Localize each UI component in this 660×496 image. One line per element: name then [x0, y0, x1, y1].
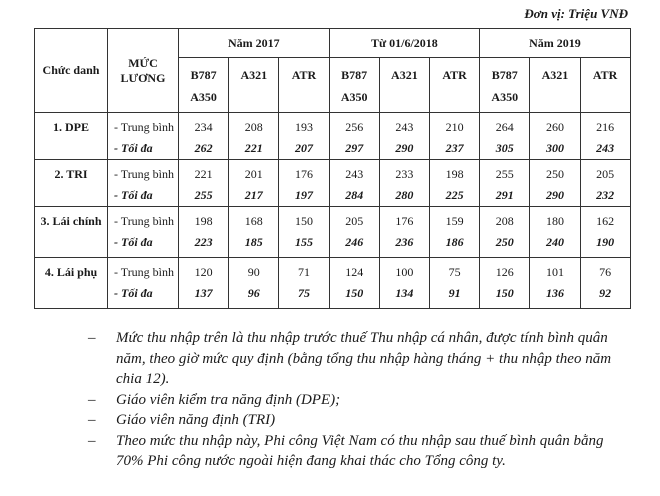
- max-value: 305: [495, 141, 514, 155]
- max-value: 150: [345, 286, 364, 300]
- avg-label: - Trung bình: [114, 265, 175, 279]
- header-role: Chức danh: [35, 29, 108, 113]
- value-cell: [429, 113, 479, 160]
- role-cell: 3. Lái chính: [35, 207, 108, 258]
- max-value: 134: [395, 286, 414, 300]
- max-value: 185: [244, 235, 263, 249]
- level-cell: [108, 113, 179, 160]
- avg-label: - Trung bình: [114, 167, 175, 181]
- max-value: 246: [345, 235, 364, 249]
- header-year: Từ 01/6/2018: [329, 29, 480, 58]
- avg-value: 221: [194, 167, 213, 181]
- max-value: 207: [294, 141, 313, 155]
- header-aircraft: ATR: [580, 58, 630, 113]
- value-cell: [329, 207, 379, 258]
- value-cell: [179, 113, 229, 160]
- avg-value: 210: [445, 120, 464, 134]
- value-cell: [279, 160, 329, 207]
- max-value: 232: [596, 188, 615, 202]
- avg-value: 100: [395, 265, 414, 279]
- table-row: [35, 258, 631, 309]
- avg-value: 76: [599, 265, 612, 279]
- value-cell: [229, 113, 279, 160]
- value-cell: [480, 207, 530, 258]
- role-cell: 1. DPE: [35, 113, 108, 160]
- avg-value: 243: [395, 120, 414, 134]
- header-aircraft: ATR: [429, 58, 479, 113]
- avg-value: 162: [596, 214, 615, 228]
- header-aircraft: B787 A350: [329, 58, 379, 113]
- max-value: 225: [445, 188, 464, 202]
- avg-value: 205: [596, 167, 615, 181]
- max-value: 240: [545, 235, 564, 249]
- header-aircraft: B787 A350: [179, 58, 229, 113]
- header-aircraft: A321: [379, 58, 429, 113]
- avg-value: 233: [395, 167, 414, 181]
- avg-value: 255: [495, 167, 514, 181]
- avg-value: 243: [345, 167, 364, 181]
- avg-value: 150: [294, 214, 313, 228]
- value-cell: [480, 113, 530, 160]
- max-label: - Tối đa: [114, 286, 153, 300]
- avg-value: 208: [495, 214, 514, 228]
- value-cell: [580, 207, 630, 258]
- header-year: Năm 2017: [179, 29, 330, 58]
- unit-label: Đơn vị: Triệu VNĐ: [524, 6, 628, 21]
- avg-value: 205: [345, 214, 364, 228]
- max-value: 190: [596, 235, 615, 249]
- value-cell: [379, 160, 429, 207]
- max-value: 197: [294, 188, 313, 202]
- value-cell: [530, 160, 580, 207]
- avg-value: 71: [297, 265, 310, 279]
- value-cell: [279, 258, 329, 309]
- max-value: 221: [244, 141, 263, 155]
- max-value: 243: [596, 141, 615, 155]
- level-cell: [108, 207, 179, 258]
- avg-value: 198: [194, 214, 213, 228]
- value-cell: [329, 258, 379, 309]
- table-row: [35, 113, 631, 160]
- value-cell: [429, 207, 479, 258]
- avg-value: 193: [294, 120, 313, 134]
- avg-value: 198: [445, 167, 464, 181]
- value-cell: [329, 113, 379, 160]
- salary-table: [34, 28, 631, 309]
- value-cell: [580, 113, 630, 160]
- max-value: 250: [495, 235, 514, 249]
- avg-value: 201: [244, 167, 263, 181]
- value-cell: [229, 160, 279, 207]
- max-value: 137: [194, 286, 213, 300]
- avg-value: 216: [596, 120, 615, 134]
- value-cell: [530, 113, 580, 160]
- max-label: - Tối đa: [114, 141, 153, 155]
- avg-label: - Trung bình: [114, 214, 175, 228]
- note-item: – Giáo viên năng định (TRI): [88, 410, 633, 431]
- max-label: - Tối đa: [114, 188, 153, 202]
- max-value: 290: [395, 141, 414, 155]
- table-row: [35, 207, 631, 258]
- value-cell: [179, 258, 229, 309]
- max-value: 186: [445, 235, 464, 249]
- avg-value: 250: [545, 167, 564, 181]
- header-level: MỨC LƯƠNG: [108, 29, 179, 113]
- role-cell: 2. TRI: [35, 160, 108, 207]
- avg-value: 90: [247, 265, 260, 279]
- level-cell: [108, 160, 179, 207]
- max-value: 237: [445, 141, 464, 155]
- max-value: 284: [345, 188, 364, 202]
- avg-value: 168: [244, 214, 263, 228]
- max-value: 75: [297, 286, 310, 300]
- value-cell: [229, 258, 279, 309]
- role-cell: 4. Lái phụ: [35, 258, 108, 309]
- header-aircraft: ATR: [279, 58, 329, 113]
- max-value: 91: [448, 286, 461, 300]
- note-item: – Theo mức thu nhập này, Phi công Việt Nam có thu nhập sau thuế bình quân bằng 70% Phi công nước ngoài hiện đang khai thác cho Tổng công ty.: [88, 431, 633, 472]
- avg-value: 124: [345, 265, 364, 279]
- max-value: 262: [194, 141, 213, 155]
- note-item: – Giáo viên kiểm tra năng định (DPE);: [88, 390, 633, 411]
- avg-label: - Trung bình: [114, 120, 175, 134]
- value-cell: [530, 207, 580, 258]
- max-label: - Tối đa: [114, 235, 153, 249]
- max-value: 236: [395, 235, 414, 249]
- header-year: Năm 2019: [480, 29, 631, 58]
- max-value: 136: [545, 286, 564, 300]
- value-cell: [429, 160, 479, 207]
- value-cell: [179, 207, 229, 258]
- max-value: 255: [194, 188, 213, 202]
- avg-value: 159: [445, 214, 464, 228]
- max-value: 150: [495, 286, 514, 300]
- avg-value: 75: [448, 265, 461, 279]
- avg-value: 180: [545, 214, 564, 228]
- max-value: 291: [495, 188, 514, 202]
- value-cell: [379, 207, 429, 258]
- value-cell: [580, 258, 630, 309]
- value-cell: [580, 160, 630, 207]
- value-cell: [429, 258, 479, 309]
- value-cell: [379, 258, 429, 309]
- value-cell: [480, 160, 530, 207]
- avg-value: 120: [194, 265, 213, 279]
- avg-value: 264: [495, 120, 514, 134]
- value-cell: [229, 207, 279, 258]
- max-value: 280: [395, 188, 414, 202]
- max-value: 300: [545, 141, 564, 155]
- notes-list: [88, 328, 633, 472]
- level-cell: [108, 258, 179, 309]
- max-value: 217: [244, 188, 263, 202]
- value-cell: [379, 113, 429, 160]
- header-aircraft: A321: [229, 58, 279, 113]
- max-value: 92: [599, 286, 612, 300]
- value-cell: [179, 160, 229, 207]
- max-value: 155: [294, 235, 313, 249]
- avg-value: 101: [545, 265, 564, 279]
- avg-value: 126: [495, 265, 514, 279]
- avg-value: 176: [395, 214, 414, 228]
- value-cell: [329, 160, 379, 207]
- value-cell: [279, 113, 329, 160]
- avg-value: 176: [294, 167, 313, 181]
- avg-value: 234: [194, 120, 213, 134]
- avg-value: 260: [545, 120, 564, 134]
- value-cell: [530, 258, 580, 309]
- max-value: 290: [545, 188, 564, 202]
- avg-value: 208: [244, 120, 263, 134]
- value-cell: [480, 258, 530, 309]
- header-aircraft: B787 A350: [480, 58, 530, 113]
- max-value: 96: [247, 286, 260, 300]
- avg-value: 256: [345, 120, 364, 134]
- value-cell: [279, 207, 329, 258]
- max-value: 297: [345, 141, 364, 155]
- table-row: [35, 160, 631, 207]
- header-aircraft: A321: [530, 58, 580, 113]
- note-item: – Mức thu nhập trên là thu nhập trước thuế Thu nhập cá nhân, được tính bình quân năm, theo giờ mức quy định (bằng tổng thu nhập hàng tháng + thu nhập theo năm chia 12).: [88, 328, 633, 390]
- max-value: 223: [194, 235, 213, 249]
